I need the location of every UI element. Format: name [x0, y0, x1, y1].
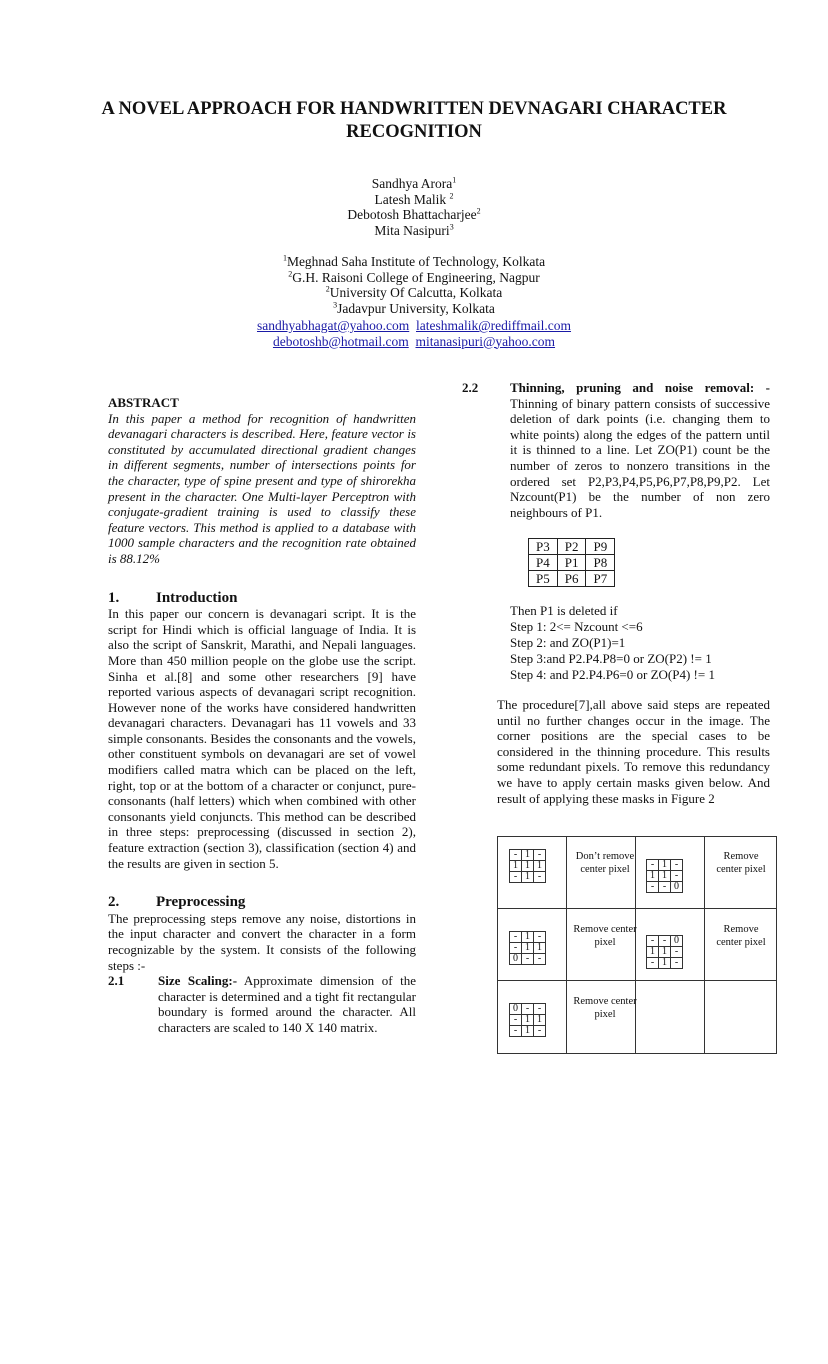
affiliation-4: $^3$Jadavpur University, Kolkata: [333, 300, 495, 316]
author-2: Latesh Malik $^2$: [374, 191, 454, 207]
author-list: [214, 176, 614, 238]
step-item: Step 4: and P2.P4.P6=0 or ZO(P4) != 1: [510, 667, 715, 682]
step-item: Step 2: and ZO(P1)=1: [510, 635, 626, 650]
mask-2-grid: - 1 - 1 1 - - - 0: [646, 859, 683, 893]
email-link[interactable]: lateshmalik@rediffmail.com: [416, 318, 572, 333]
procedure-paragraph: The procedure[7],all above said steps are repeated until no further changes occur in the image. The corner positions are the special cases to be considered in the thinning procedure. This results some redundant pixels. To remove this redundancy we have to apply certain masks given below. And result of applying these masks in Figure 2: [497, 697, 770, 806]
mask-4-label: Remove center pixel: [716, 924, 766, 948]
mask-3-label: Remove center pixel: [573, 924, 637, 948]
pixel-neighbourhood-grid: P3 P2 P9 P4 P1 P8 P5 P6 P7: [528, 538, 615, 587]
step-item: Step 1: 2<= Nzcount <=6: [510, 619, 643, 634]
steps-intro: Then P1 is deleted if: [510, 603, 618, 618]
subsection-2-1-title: Size Scaling:-: [158, 973, 238, 989]
mask-5-label: Remove center pixel: [573, 996, 637, 1020]
deletion-steps: [510, 603, 770, 683]
section-1-text: In this paper our concern is devanagari script. It is the script for Hindi which is official language of India. It is also the script of Sanskrit, Marathi, and Nepali languages. More than 450 million people on the globe use the script. Sinha et al.[8] and some other researchers [9] have reported various aspects of devanagari script recognition. However none of the works have considered handwritten devanagari characters. Devanagari has 11 vowels and 33 simple consonants. Besides the consonants and the vowels, other constituent symbols on devanagari are set of vowel modifiers called matra which can be placed on the left, right, top or at the bottom of a character or conjunct, pure-consonants (half letters) which when combined with other consonants yield conjuncts. This method can be described in three steps: preprocessing (discussed in section 2), feature extraction (section 3), classification (section 4) and the results are given in section 5.: [108, 606, 416, 871]
subsection-2-1: 2.1 Size Scaling:- Approximate dimension of the character is determined and a tight fit rectangular boundary is formed around the character. All characters are scaled to 140 X 140 matrix.: [108, 973, 416, 1035]
section-2-heading: 2. Preprocessing: [108, 894, 246, 911]
abstract-text: In this paper a method for recognition of handwritten devanagari characters is described. Here, feature vector is constituted by accumulated directional gradient changes in different segments, number of intersections points for the character, type of spine present and type of shirorekha present in the character. One Multi-layer Perceptron with conjugate-gradient training is used to classify these feature vectors. This method is applied to a database with 1000 sample characters and the recognition rate obtained is 88.12%: [108, 410, 416, 566]
email-link[interactable]: sandhyabhagat@yahoo.com: [256, 318, 410, 333]
mask-1-label: Don’t remove center pixel: [575, 851, 635, 875]
author-1: Sandhya Arora$^1$: [371, 175, 457, 191]
section-2-text: The preprocessing steps remove any noise, distortions in the input character and convert the character in a form recognizable by the system. It consists of the following steps :-: [108, 910, 416, 973]
mask-4-grid: - - 0 1 1 - - 1 -: [646, 935, 683, 969]
section-1-heading: 1. Introduction: [108, 589, 238, 606]
affiliation-1: $^1$Meghnad Saha Institute of Technology, Kolkata: [282, 253, 546, 269]
abstract-heading: ABSTRACT: [108, 395, 179, 410]
thinning-masks-figure: [497, 836, 777, 1054]
email-link[interactable]: debotoshb@hotmail.com: [272, 333, 409, 349]
mask-1-grid: - 1 - 1 1 1 - 1 -: [509, 849, 546, 883]
author-4: Mita Nasipuri$^3$: [374, 222, 454, 238]
email-link[interactable]: mitanasipuri@yahoo.com: [415, 333, 556, 349]
left-column: [108, 395, 416, 1036]
affiliation-list: [214, 254, 614, 316]
email-list: [214, 318, 614, 349]
mask-5-grid: 0 - - - 1 1 - 1 -: [509, 1003, 546, 1037]
subsection-2-1-text: Approximate dimension of the character is determined and a tight fit rectangular boundary is formed around the character. All characters are scaled to 140 X 140 matrix.: [158, 973, 416, 1035]
subsection-2-2: 2.2 Thinning, pruning and noise removal: - Thinning of binary pattern consists of successive deletion of dark points (i.e. changing them to white points) along the edges of the pattern until it is thinned to a line. Let ZO(P1) count be the number of zeros to nonzero transitions in the ordered set P2,P3,P4,P5,P6,P7,P8,P9,P2. Let Nzcount(P1) be the number of non zero neighbours of P1.: [462, 380, 770, 520]
author-3: Debotosh Bhattacharjee$^2$: [347, 206, 481, 222]
paper-title: A NOVEL APPROACH FOR HANDWRITTEN DEVNAGARI CHARACTER RECOGNITION: [101, 99, 727, 142]
mask-3-grid: - 1 - - 1 1 0 - -: [509, 931, 546, 965]
affiliation-2: $^2$G.H. Raisoni College of Engineering, Nagpur: [288, 269, 540, 285]
subsection-2-2-text: Thinning of binary pattern consists of successive deletion of dark points (i.e. changing them to white points) along the edges of the pattern until it is thinned to a line. Let ZO(P1) count be the number of zeros to nonzero transitions in the ordered set P2,P3,P4,P5,P6,P7,P8,P9,P2. Let Nzcount(P1) be the number of non zero neighbours of P1.: [510, 395, 770, 520]
mask-2-label: Remove center pixel: [716, 851, 766, 875]
affiliation-3: $^2$University Of Calcutta, Kolkata: [325, 284, 503, 301]
step-item: Step 3:and P2.P4.P8=0 or ZO(P2) != 1: [510, 651, 712, 666]
subsection-2-2-title: Thinning, pruning and noise removal: -: [510, 380, 770, 395]
